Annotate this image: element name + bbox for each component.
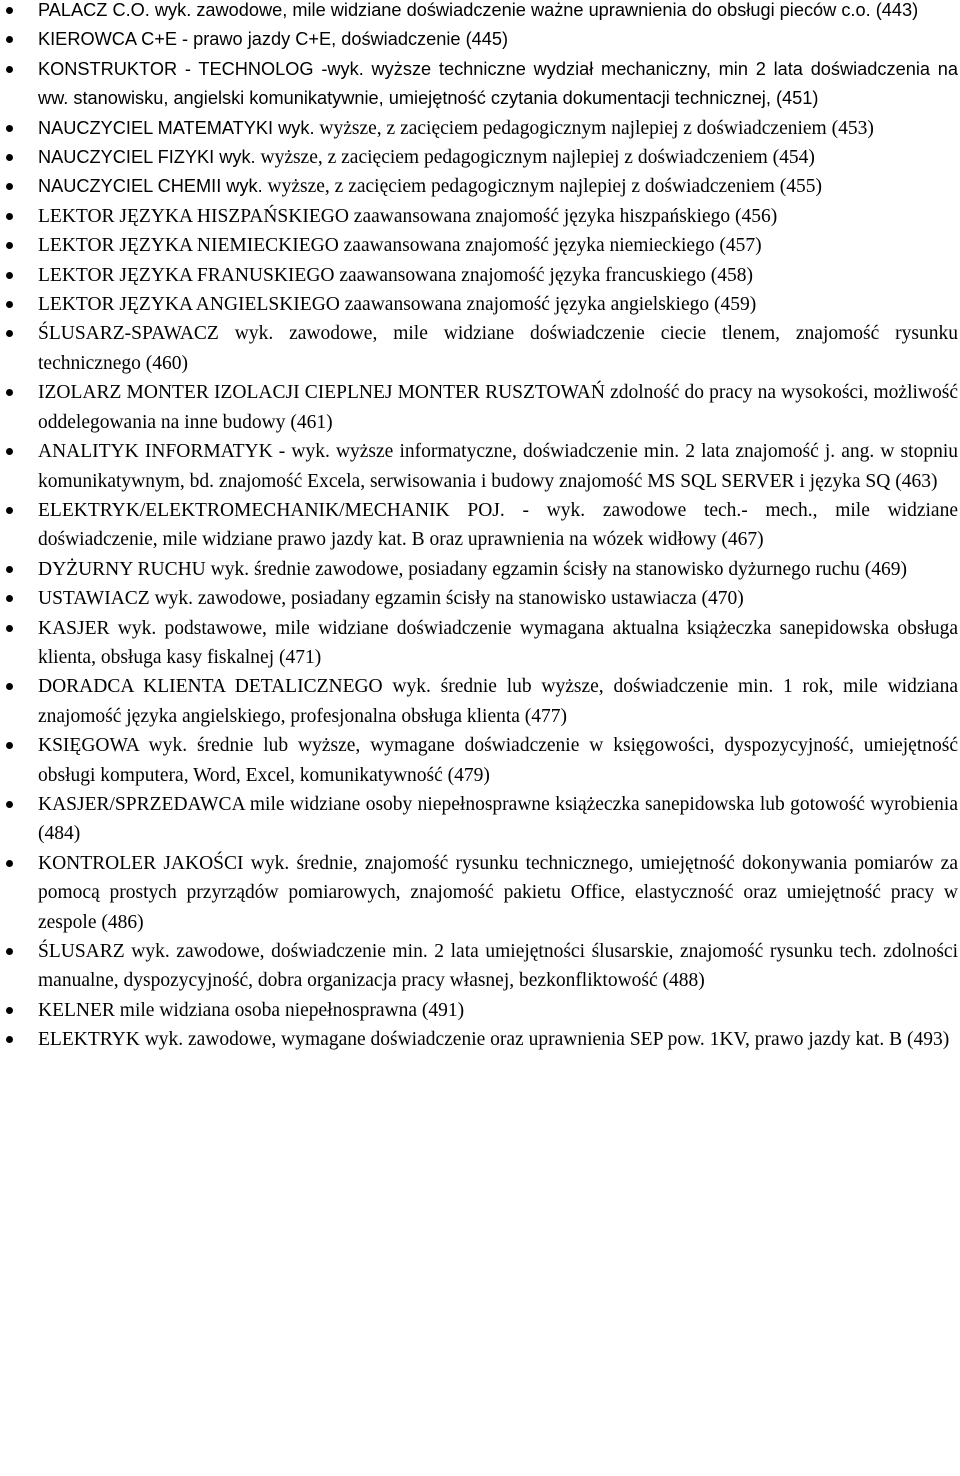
- job-offer-text: IZOLARZ MONTER IZOLACJI CIEPLNEJ MONTER RUSZTOWAŃ zdolność do pracy na wysokości, możliwość oddelegowania na inne budowy (461): [38, 382, 958, 433]
- job-offer-requirements: wyższe, z zacięciem pedagogicznym najlepiej z doświadczeniem (453): [314, 117, 874, 139]
- bullet-icon: [6, 595, 13, 602]
- list-item: [0, 672, 960, 731]
- job-offer-text: KASJER/SPRZEDAWCA mile widziane osoby niepełnosprawne książeczka sanepidowska lub gotowość wyrobienia (484): [38, 793, 958, 845]
- list-item: [0, 55, 960, 114]
- list-item: [0, 790, 960, 849]
- job-offer-text: LEKTOR JĘZYKA HISZPAŃSKIEGO zaawansowana znajomość języka hiszpańskiego (456): [38, 205, 778, 227]
- list-item: [0, 319, 960, 378]
- list-item: [0, 202, 960, 231]
- job-offer-title: NAUCZYCIEL FIZYKI wyk.: [38, 147, 256, 168]
- list-item: [0, 614, 960, 673]
- job-offer-text: KASJER wyk. podstawowe, mile widziane doświadczenie wymagana aktualna książeczka sanepidowska obsługa klienta, obsługa kasy fiskalnej (471): [38, 617, 958, 668]
- job-offer-title: NAUCZYCIEL MATEMATYKI wyk.: [38, 117, 315, 138]
- job-offer-text: PALACZ C.O. wyk. zawodowe, mile widziane doświadczenie ważne uprawnienia do obsługi pieców c.o. (443): [38, 0, 919, 20]
- list-item: [0, 261, 960, 290]
- bullet-icon: [6, 213, 13, 220]
- job-offer-text: KSIĘGOWA wyk. średnie lub wyższe, wymagane doświadczenie w księgowości, dyspozycyjność, umiejętność obsługi komputera, Word, Excel, komunikatywność (479): [38, 735, 958, 786]
- list-item: [0, 114, 960, 143]
- bullet-icon: [6, 1007, 13, 1014]
- list-item: [0, 1025, 960, 1054]
- list-item: [0, 937, 960, 996]
- bullet-icon: [6, 36, 13, 43]
- job-offer-text: KELNER mile widziana osoba niepełnosprawna (491): [38, 999, 465, 1021]
- list-item: [0, 290, 960, 319]
- bullet-icon: [6, 330, 13, 337]
- list-item: [0, 849, 960, 937]
- list-item: [0, 172, 960, 201]
- job-offer-title: NAUCZYCIEL CHEMII wyk.: [38, 176, 263, 197]
- bullet-icon: [6, 742, 13, 749]
- job-offer-text: ELEKTRYK/ELEKTROMECHANIK/MECHANIK POJ. - wyk. zawodowe tech.- mech., mile widziane doświadczenie, mile widziane prawo jazdy kat. B oraz uprawnienia na wózek widłowy (467): [38, 499, 958, 551]
- list-item: [0, 25, 960, 54]
- bullet-icon: [6, 66, 13, 73]
- bullet-icon: [6, 683, 13, 690]
- job-offer-text: KONTROLER JAKOŚCI wyk. średnie, znajomość rysunku technicznego, umiejętność dokonywania pomiarów za pomocą prostych przyrządów pomiarowych, znajomość pakietu Office, elastyczność oraz umiejętność pracy w zespole (486): [38, 852, 958, 933]
- bullet-icon: [6, 566, 13, 573]
- bullet-icon: [6, 154, 13, 161]
- bullet-icon: [6, 183, 13, 190]
- bullet-icon: [6, 625, 13, 632]
- job-offer-text: ŚLUSARZ wyk. zawodowe, doświadczenie min. 2 lata umiejętności ślusarskie, znajomość rysunku tech. zdolności manualne, dyspozycyjność, dobra organizacja pracy własnej, bezkonfliktowość (488): [38, 941, 958, 992]
- list-item: [0, 437, 960, 496]
- list-item: [0, 584, 960, 613]
- bullet-icon: [6, 272, 13, 279]
- job-offer-text: KIEROWCA C+E - prawo jazdy C+E, doświadczenie (445): [38, 29, 509, 50]
- list-item: [0, 378, 960, 437]
- bullet-icon: [6, 801, 13, 808]
- job-offer-text: LEKTOR JĘZYKA ANGIELSKIEGO zaawansowana znajomość języka angielskiego (459): [38, 294, 757, 316]
- job-offer-text: KONSTRUKTOR - TECHNOLOG -wyk. wyższe techniczne wydział mechaniczny, min 2 lata doświadczenia na ww. stanowisku, angielski komunikatywnie, umiejętność czytania dokumentacji technicznej, (451): [38, 58, 958, 109]
- bullet-icon: [6, 448, 13, 455]
- job-offer-text: ANALITYK INFORMATYK - wyk. wyższe informatyczne, doświadczenie min. 2 lata znajomość j. ang. w stopniu komunikatywnym, bd. znajomość Excela, serwisowania i budowy znajomość MS SQL SERVER i języka SQ (463): [38, 441, 958, 492]
- job-offer-text: LEKTOR JĘZYKA NIEMIECKIEGO zaawansowana znajomość języka niemieckiego (457): [38, 235, 762, 257]
- list-item: [0, 555, 960, 584]
- list-item: [0, 731, 960, 790]
- bullet-icon: [6, 948, 13, 955]
- job-offer-text: DYŻURNY RUCHU wyk. średnie zawodowe, posiadany egzamin ścisły na stanowisko dyżurnego ruchu (469): [38, 558, 908, 580]
- list-item: [0, 996, 960, 1025]
- job-offer-text: ELEKTRYK wyk. zawodowe, wymagane doświadczenie oraz uprawnienia SEP pow. 1KV, prawo jazdy kat. B (493): [38, 1029, 950, 1051]
- bullet-icon: [6, 125, 13, 132]
- bullet-icon: [6, 1036, 13, 1043]
- job-offer-text: ŚLUSARZ-SPAWACZ wyk. zawodowe, mile widziane doświadczenie ciecie tlenem, znajomość rysunku technicznego (460): [38, 323, 958, 374]
- bullet-icon: [6, 860, 13, 867]
- bullet-icon: [6, 242, 13, 249]
- job-offer-requirements: wyższe, z zacięciem pedagogicznym najlepiej z doświadczeniem (455): [262, 176, 822, 198]
- bullet-icon: [6, 7, 13, 14]
- list-item: [0, 143, 960, 172]
- bullet-icon: [6, 389, 13, 396]
- list-item: [0, 231, 960, 260]
- list-item: [0, 496, 960, 555]
- list-item: [0, 0, 960, 25]
- bullet-icon: [6, 301, 13, 308]
- job-offer-requirements: wyższe, z zacięciem pedagogicznym najlepiej z doświadczeniem (454): [255, 147, 815, 169]
- bullet-icon: [6, 507, 13, 514]
- job-offer-text: DORADCA KLIENTA DETALICZNEGO wyk. średnie lub wyższe, doświadczenie min. 1 rok, mile widziana znajomość języka angielskiego, profesjonalna obsługa klienta (477): [38, 676, 958, 727]
- job-offer-text: LEKTOR JĘZYKA FRANUSKIEGO zaawansowana znajomość języka francuskiego (458): [38, 264, 754, 286]
- job-offer-text: USTAWIACZ wyk. zawodowe, posiadany egzamin ścisły na stanowisko ustawiacza (470): [38, 588, 744, 610]
